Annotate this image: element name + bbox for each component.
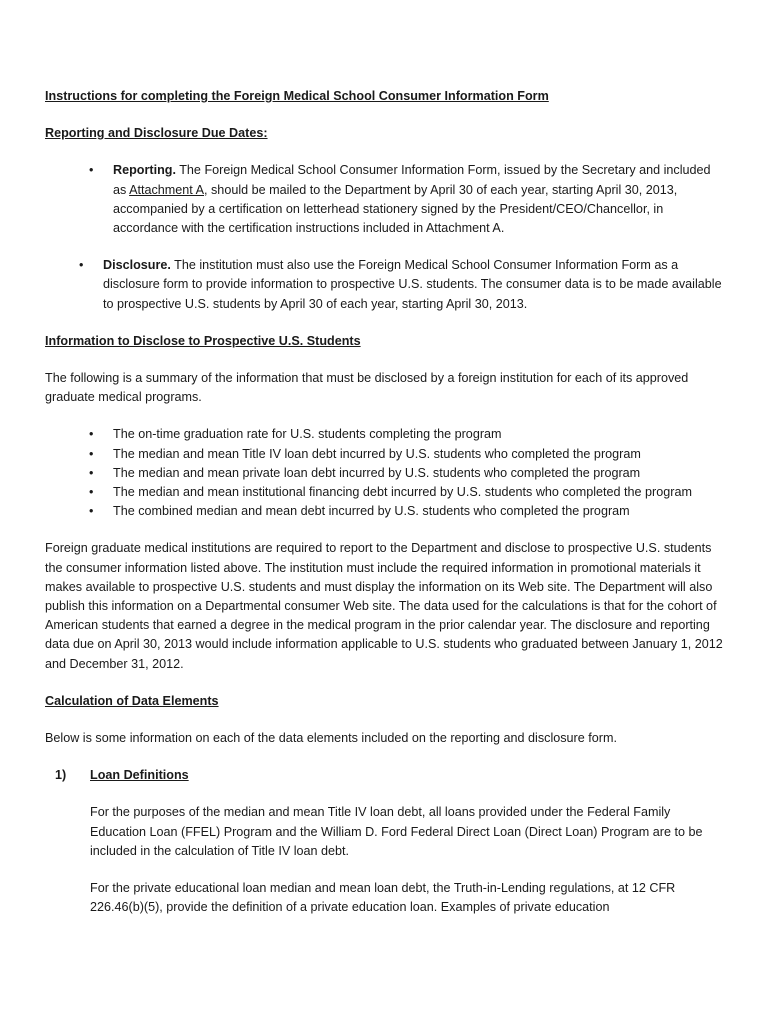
- disclose-heading: Information to Disclose to Prospective U.S. Students: [45, 333, 361, 348]
- list-item: [45, 445, 725, 464]
- list-item: [45, 502, 725, 521]
- attachment-a-link: Attachment A: [129, 182, 205, 197]
- bullet-icon: •: [79, 258, 84, 273]
- list-item: [45, 464, 725, 483]
- list-item-text: The median and mean private loan debt incurred by U.S. students who completed the program: [113, 465, 641, 480]
- bullet-icon: •: [89, 504, 94, 519]
- disclosure-text: The institution must also use the Foreign Medical School Consumer Information Form as a disclosure form to provide information to prospective U.S. students. The consumer data is to be made available to prospective U.S. students by April 30 of each year, starting April 30, 2013.: [103, 258, 722, 311]
- reporting-lead: Reporting.: [113, 163, 176, 178]
- list-item: [45, 256, 725, 314]
- loan-definitions-para1: For the purposes of the median and mean Title IV loan debt, all loans provided under the Federal Family Education Loan (FFEL) Program and the William D. Ford Federal Direct Loan (Direct Loan) Program are to be included in the calculation of Title IV loan debt.: [90, 805, 703, 858]
- list-item: [45, 161, 725, 238]
- disclose-paragraph: Foreign graduate medical institutions are required to report to the Department and disclose to prospective U.S. students the consumer information listed above. The institution must include the required information in promotional materials it makes available to prospective U.S. students and must display the information on its Web site. The Department will also publish this information on a Departmental consumer Web site. The data used for the calculations is that for the cohort of American students that earned a degree in the medical program in the prior calendar year. The disclosure and reporting data due on April 30, 2013 would include information applicable to U.S. students who graduated between January 1, 2012 and December 31, 2012.: [45, 541, 723, 671]
- section-title: Loan Definitions: [90, 768, 189, 783]
- disclosure-lead: Disclosure.: [103, 258, 171, 273]
- list-item-text: The on-time graduation rate for U.S. students completing the program: [113, 427, 502, 442]
- list-item: [45, 425, 725, 444]
- list-item-text: The median and mean Title IV loan debt incurred by U.S. students who completed the program: [113, 446, 641, 461]
- disclose-intro: The following is a summary of the information that must be disclosed by a foreign institution for each of its approved graduate medical programs.: [45, 371, 689, 405]
- bullet-icon: •: [89, 163, 94, 178]
- loan-definitions-section: [45, 766, 725, 785]
- document-title: Instructions for completing the Foreign Medical School Consumer Information Form: [45, 89, 549, 103]
- due-dates-heading: Reporting and Disclosure Due Dates:: [45, 126, 268, 141]
- list-item: [45, 483, 725, 502]
- calculation-intro: Below is some information on each of the data elements included on the reporting and disclosure form.: [45, 731, 617, 746]
- reporting-text-after: , should be mailed to the Department by April 30 of each year, starting April 30, 2013, accompanied by a certification on letterhead stationery signed by the President/CEO/Chancellor, in accordance with the certification instructions included in Attachment A.: [113, 182, 678, 236]
- bullet-icon: •: [89, 485, 94, 500]
- bullet-icon: •: [89, 446, 94, 461]
- calculation-heading: Calculation of Data Elements: [45, 693, 219, 708]
- due-dates-list: [45, 161, 725, 313]
- document-page: [45, 87, 725, 918]
- section-number: 1): [55, 768, 67, 783]
- disclose-list: [45, 425, 725, 521]
- loan-definitions-para2: For the private educational loan median and mean loan debt, the Truth-in-Lending regulations, at 12 CFR 226.46(b)(5), provide the definition of a private education loan. Examples of private education: [90, 881, 676, 915]
- reporting-text: The Foreign Medical School Consumer Information Form, issued by the Secretary and included as: [113, 163, 711, 197]
- bullet-icon: •: [89, 427, 94, 442]
- list-item-text: The combined median and mean debt incurred by U.S. students who completed the program: [113, 504, 630, 519]
- bullet-icon: •: [89, 465, 94, 480]
- list-item-text: The median and mean institutional financing debt incurred by U.S. students who completed the program: [113, 485, 692, 500]
